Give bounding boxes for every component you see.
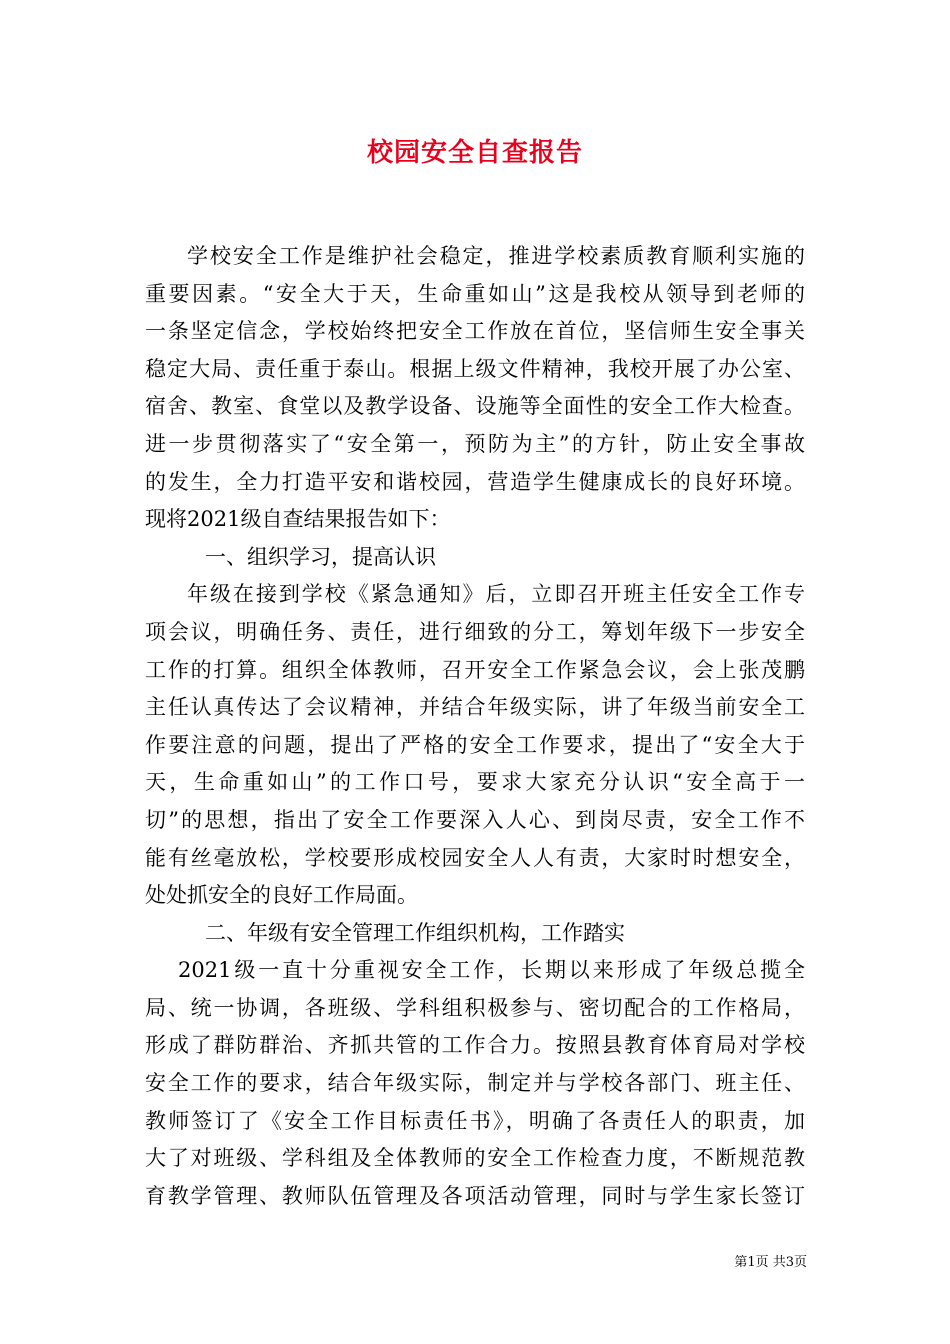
paragraph-line: 育教学管理、教师队伍管理及各项活动管理，同时与学生家长签订 xyxy=(145,1183,805,1208)
paragraph-line: 项会议，明确任务、责任，进行细致的分工，筹划年级下一步安全 xyxy=(145,619,805,644)
paragraph-line: 主任认真传达了会议精神，并结合年级实际，讲了年级当前安全工 xyxy=(145,695,805,720)
document-title: 校园安全自查报告 xyxy=(366,138,583,168)
paragraph-line: 的发生，全力打造平安和谐校园，营造学生健康成长的良好环境。 xyxy=(145,469,805,494)
paragraph-line: 一条坚定信念，学校始终把安全工作放在首位，坚信师生安全事关 xyxy=(145,319,805,344)
page-number-footer: 第1页 共3页 xyxy=(734,1255,807,1270)
paragraph-line: 重要因素。“安全大于天，生命重如山”这是我校从领导到老师的 xyxy=(145,281,805,306)
paragraph-line: 学校安全工作是维护社会稳定，推进学校素质教育顺利实施的 xyxy=(187,244,805,268)
paragraph-line: 局、统一协调，各班级、学科组积极参与、密切配合的工作格局， xyxy=(145,995,805,1020)
paragraph-line: 年级在接到学校《紧急通知》后，立即召开班主任安全工作专 xyxy=(187,582,805,607)
paragraph-line: 宿舍、教室、食堂以及教学设备、设施等全面性的安全工作大检查。 xyxy=(145,394,805,419)
paragraph-line: 作要注意的问题，提出了严格的安全工作要求，提出了“安全大于 xyxy=(145,732,805,757)
paragraph-line: 2021级一直十分重视安全工作，长期以来形成了年级总揽全 xyxy=(178,958,805,983)
paragraph-line: 大了对班级、学科组及全体教师的安全工作检查力度，不断规范教 xyxy=(145,1146,805,1171)
document-body xyxy=(145,238,805,1215)
paragraph-line: 稳定大局、责任重于泰山。根据上级文件精神，我校开展了办公室、 xyxy=(145,356,805,381)
paragraph-line: 处处抓安全的良好工作局面。 xyxy=(145,883,418,908)
section-heading: 二、年级有安全管理工作组织机构，工作踏实 xyxy=(205,920,625,945)
paragraph-line: 切”的思想，指出了安全工作要深入人心、到岗尽责，安全工作不 xyxy=(145,807,805,832)
paragraph-line: 进一步贯彻落实了“安全第一，预防为主”的方针，防止安全事故 xyxy=(145,431,805,456)
section-heading: 一、组织学习，提高认识 xyxy=(205,544,436,569)
paragraph-line: 教师签订了《安全工作目标责任书》，明确了各责任人的职责，加 xyxy=(145,1108,805,1133)
paragraph-line: 现将2021级自查结果报告如下： xyxy=(145,507,451,532)
paragraph-line: 能有丝毫放松，学校要形成校园安全人人有责，大家时时想安全， xyxy=(145,845,805,870)
paragraph-line: 安全工作的要求，结合年级实际，制定并与学校各部门、班主任、 xyxy=(145,1071,805,1096)
paragraph-line: 天，生命重如山”的工作口号，要求大家充分认识“安全高于一 xyxy=(145,770,805,795)
paragraph-line: 形成了群防群治、齐抓共管的工作合力。按照县教育体育局对学校 xyxy=(145,1033,805,1058)
paragraph-line: 工作的打算。组织全体教师，召开安全工作紧急会议，会上张茂鹏 xyxy=(145,657,805,682)
